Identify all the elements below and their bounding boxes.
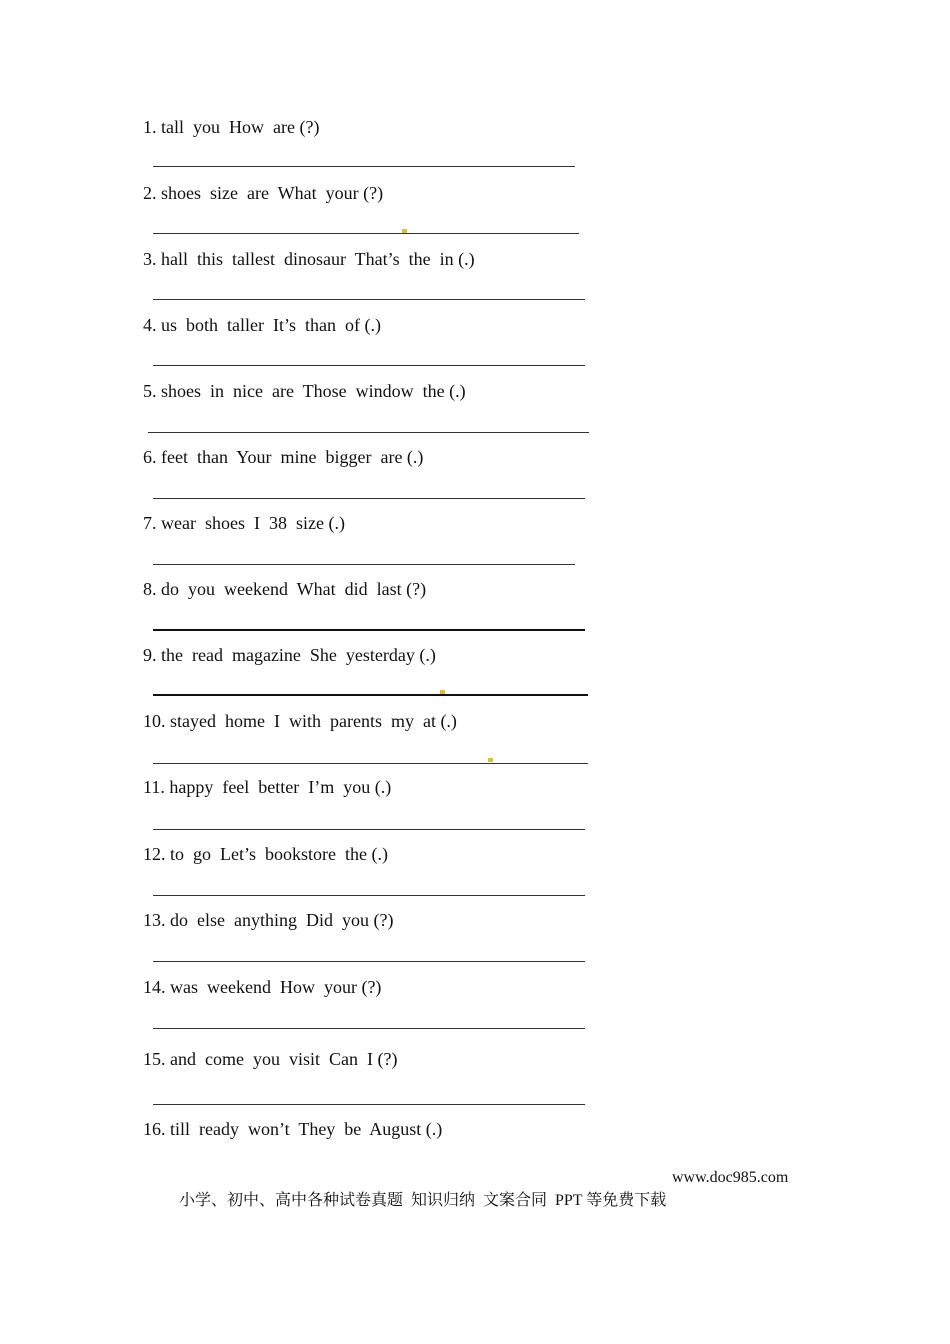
question-14: 14. was weekend How your (?) [143, 977, 382, 997]
question-16: 16. till ready won’t They be August (.) [143, 1119, 443, 1139]
answer-line-15 [153, 1104, 585, 1105]
highlight-mark [488, 758, 493, 762]
question-5: 5. shoes in nice are Those window the (.) [143, 381, 466, 401]
question-7: 7. wear shoes I 38 size (.) [143, 513, 345, 533]
question-12: 12. to go Let’s bookstore the (.) [143, 844, 388, 864]
answer-line-9 [153, 694, 588, 696]
answer-line-6 [153, 498, 585, 499]
question-15: 15. and come you visit Can I (?) [143, 1049, 398, 1069]
answer-line-5 [148, 432, 589, 433]
answer-line-4 [153, 365, 585, 366]
footer-text: 小学、初中、高中各种试卷真题 知识归纳 文案合同 PPT 等免费下载 [179, 1192, 667, 1209]
highlight-mark [440, 690, 445, 694]
question-3: 3. hall this tallest dinosaur That’s the in (.) [143, 249, 475, 269]
question-11: 11. happy feel better I’m you (.) [143, 777, 392, 797]
answer-line-1 [153, 166, 575, 167]
footer-url[interactable]: www.doc985.com [672, 1169, 789, 1186]
highlight-mark [402, 229, 407, 233]
answer-line-7 [153, 564, 575, 565]
question-6: 6. feet than Your mine bigger are (.) [143, 447, 424, 467]
answer-line-12 [153, 895, 585, 896]
answer-line-10 [153, 763, 588, 764]
question-8: 8. do you weekend What did last (?) [143, 579, 427, 599]
answer-line-2 [153, 233, 579, 234]
answer-line-3 [153, 299, 585, 300]
answer-line-8 [153, 629, 585, 631]
question-2: 2. shoes size are What your (?) [143, 183, 384, 203]
answer-line-14 [153, 1028, 585, 1029]
question-4: 4. us both taller It’s than of (.) [143, 315, 381, 335]
footer [163, 1169, 789, 1246]
question-13: 13. do else anything Did you (?) [143, 910, 394, 930]
question-10: 10. stayed home I with parents my at (.) [143, 711, 457, 731]
answer-line-13 [153, 961, 585, 962]
question-1: 1. tall you How are (?) [143, 117, 320, 137]
answer-line-11 [153, 829, 585, 830]
question-9: 9. the read magazine She yesterday (.) [143, 645, 436, 665]
